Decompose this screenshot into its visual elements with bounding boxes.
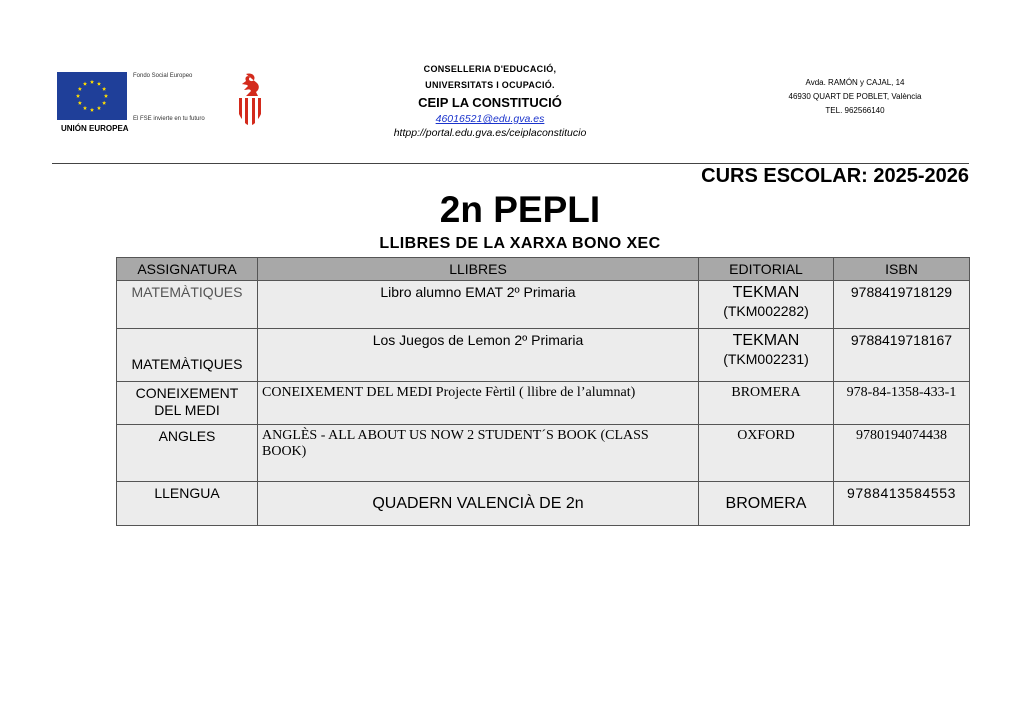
eu-fund-text: Fondo Social Europeo: [133, 73, 193, 79]
column-header-subject: ASSIGNATURA: [117, 258, 258, 281]
publisher-cell: [699, 281, 834, 329]
subject-cell: CONEIXEMENT DEL MEDI: [117, 382, 258, 425]
isbn-cell: 978-84-1358-433-1: [834, 382, 970, 425]
school-header: [340, 61, 640, 140]
eu-flag-field: [57, 72, 127, 120]
publisher-code: (TKM002282): [723, 303, 809, 319]
table-row: [117, 281, 970, 329]
subject-cell: LLENGUA: [117, 482, 258, 526]
publisher-name: TEKMAN: [732, 332, 800, 349]
publisher-cell: [699, 329, 834, 382]
eu-logo-block: [57, 72, 217, 134]
isbn-cell: 9788419718167: [834, 329, 970, 382]
subject-cell: MATEMÀTIQUES: [117, 329, 258, 382]
page-subtitle: LLIBRES DE LA XARXA BONO XEC: [379, 235, 661, 252]
address-line-2: 46930 QUART DE POBLET, València: [788, 92, 922, 101]
eu-label: UNIÓN EUROPEA: [61, 124, 129, 133]
publisher-cell: BROMERA: [699, 482, 834, 526]
header-divider: [52, 163, 969, 164]
table-row: [117, 425, 970, 482]
school-email-link[interactable]: 46016521@edu.gva.es: [435, 113, 545, 125]
subject-cell: MATEMÀTIQUES: [117, 281, 258, 329]
eu-motto-text: El FSE invierte en tu futuro: [133, 116, 205, 122]
publisher-cell: OXFORD: [699, 425, 834, 482]
school-url: httpp://portal.edu.gva.es/ceiplaconstitucio: [393, 127, 587, 139]
publisher-code: (TKM002231): [723, 351, 809, 367]
book-title-cell: ANGLÈS - ALL ABOUT US NOW 2 STUDENT´S BOOK (CLASS BOOK): [258, 425, 699, 482]
column-header-books: LLIBRES: [258, 258, 699, 281]
publisher-cell: BROMERA: [699, 382, 834, 425]
table-row: [117, 329, 970, 382]
table-row: [117, 382, 970, 425]
books-table: [116, 257, 970, 526]
book-title-cell: Los Juegos de Lemon 2º Primaria: [258, 329, 699, 382]
isbn-cell: 9788419718129: [834, 281, 970, 329]
address-line-1: Avda. RAMÓN y CAJAL, 14: [805, 78, 905, 87]
publisher-name: TEKMAN: [732, 284, 800, 301]
department-line-1: CONSELLERIA D'EDUCACIÓ,: [423, 64, 557, 74]
phone-number: TEL. 962566140: [825, 106, 885, 115]
isbn-cell: 9788413584553: [834, 482, 970, 526]
school-name: CEIP LA CONSTITUCIÓ: [418, 95, 562, 110]
page-title: 2n PEPLI: [439, 189, 601, 230]
book-title-cell: CONEIXEMENT DEL MEDI Projecte Fèrtil ( llibre de l’alumnat): [258, 382, 699, 425]
school-year: CURS ESCOLAR: 2025-2026: [701, 165, 969, 187]
department-line-2: UNIVERSITATS I OCUPACIÓ.: [425, 80, 555, 90]
book-title-cell: Libro alumno EMAT 2º Primaria: [258, 281, 699, 329]
column-header-isbn: ISBN: [834, 258, 970, 281]
school-address: [770, 76, 940, 118]
subject-cell: ANGLES: [117, 425, 258, 482]
eu-flag-icon: [57, 72, 127, 120]
column-header-publisher: EDITORIAL: [699, 258, 834, 281]
isbn-cell: 9780194074438: [834, 425, 970, 482]
table-header-row: [117, 258, 970, 281]
table-row: [117, 482, 970, 526]
generalitat-logo-icon: [232, 72, 268, 128]
book-title-cell: QUADERN VALENCIÀ DE 2n: [258, 482, 699, 526]
